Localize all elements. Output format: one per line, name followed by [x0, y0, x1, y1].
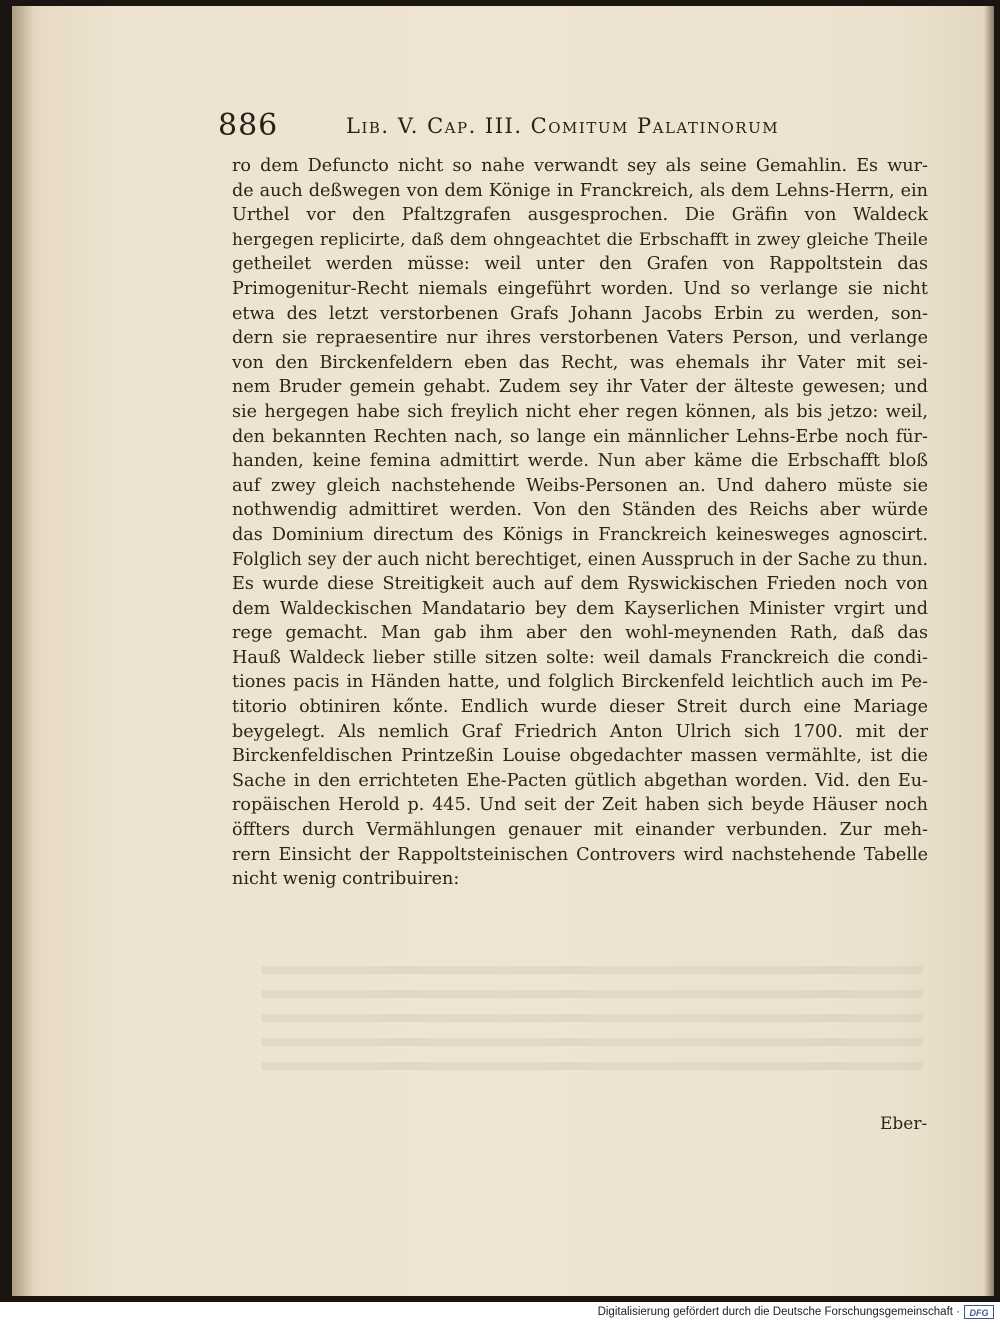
text-line: rege gemacht. Man gab ihm aber den wohl-meynenden Rath, daß das	[232, 623, 928, 644]
text-line: Birckenfeldischen Printzeßin Louise obgedachter massen vermählte, ist die	[232, 746, 928, 767]
text-line: öffters durch Vermählungen genauer mit einander verbunden. Zur meh-	[232, 820, 928, 841]
body-text	[232, 154, 928, 892]
text-line: handen, keine femina admittirt werde. Nun aber käme die Erbschafft bloß	[232, 451, 928, 472]
funding-credit: Digitalisierung gefördert durch die Deutsche Forschungsgemeinschaft ·	[597, 1306, 960, 1318]
text-line: Folglich sey der auch nicht berechtiget, einen Ausspruch in der Sache zu thun.	[232, 549, 928, 570]
digitization-footer	[0, 1302, 1000, 1323]
text-line: dern sie repraesentire nur ihres verstorbenen Vaters Person, und verlange	[232, 328, 928, 349]
text-line: ropäischen Herold p. 445. Und seit der Zeit haben sich beyde Häuser noch	[232, 795, 928, 816]
text-line: beygelegt. Als nemlich Graf Friedrich Anton Ulrich sich 1700. mit der	[232, 721, 928, 742]
text-line: Primogenitur-Recht niemals eingeführt worden. Und so verlange sie nicht	[232, 278, 928, 299]
text-line: etwa des letzt verstorbenen Grafs Johann Jacobs Erbin zu werden, son-	[232, 303, 928, 324]
text-line: ro dem Defuncto nicht so nahe verwandt sey als seine Gemahlin. Es wur-	[232, 156, 928, 176]
text-line: dem Waldeckischen Mandatario bey dem Kayserlichen Minister vrgirt und	[232, 598, 928, 619]
text-line: Es wurde diese Streitigkeit auch auf dem Ryswickischen Frieden noch von	[232, 574, 928, 595]
page-edge-shadow	[984, 6, 994, 1296]
text-line: Urthel vor den Pfaltzgrafen ausgesprochen. Die Gräfin von Waldeck	[232, 205, 928, 226]
text-line: Hauß Waldeck lieber stille sitzen solte: weil damals Franckreich die condi-	[232, 647, 928, 668]
bleed-through-text	[262, 966, 922, 1076]
page-header	[218, 108, 798, 148]
dfg-logo: DFG	[964, 1305, 994, 1319]
text-line: von den Birckenfeldern eben das Recht, was ehemals ihr Vater mit sei-	[232, 352, 928, 373]
text-line: getheilet werden müsse: weil unter den Grafen von Rappoltstein das	[232, 254, 928, 275]
running-head: Lib. V. Cap. III. Comitum Palatinorum	[346, 114, 780, 138]
text-line: nicht wenig contribuiren:	[232, 869, 460, 890]
text-line: hergegen replicirte, daß dem ohngeachtet die Erbschafft in zwey gleiche Theile	[232, 229, 928, 250]
text-line: das Dominium directum des Königs in Franckreich keinesweges agnoscirt.	[232, 524, 928, 545]
page-number: 886	[218, 108, 279, 143]
gutter-shadow	[12, 6, 34, 1296]
text-line: auf zwey gleich nachstehende Weibs-Personen an. Und dahero müste sie	[232, 475, 928, 496]
text-line: tiones pacis in Händen hatte, und folglich Birckenfeld leichtlich auch im Pe-	[232, 672, 928, 693]
text-line: de auch deßwegen von dem Könige in Franckreich, als dem Lehns-Herrn, ein	[232, 180, 928, 201]
text-line: sie hergegen habe sich freylich nicht eher regen können, als bis jetzo: weil,	[232, 401, 928, 422]
text-line: Sache in den errichteten Ehe-Pacten gütlich abgethan worden. Vid. den Eu-	[232, 770, 928, 791]
catchword: Eber-	[880, 1114, 928, 1134]
text-line: nothwendig admittiret werden. Von den Ständen des Reichs aber würde	[232, 500, 928, 521]
text-line: nem Bruder gemein gehabt. Zudem sey ihr Vater der älteste gewesen; und	[232, 377, 928, 398]
text-line: den bekannten Rechten nach, so lange ein männlicher Lehns-Erbe noch für-	[232, 426, 928, 447]
text-line: rern Einsicht der Rappoltsteinischen Controvers wird nachstehende Tabelle	[232, 844, 928, 865]
text-line: titorio obtiniren kőnte. Endlich wurde dieser Streit durch eine Mariage	[232, 697, 928, 718]
